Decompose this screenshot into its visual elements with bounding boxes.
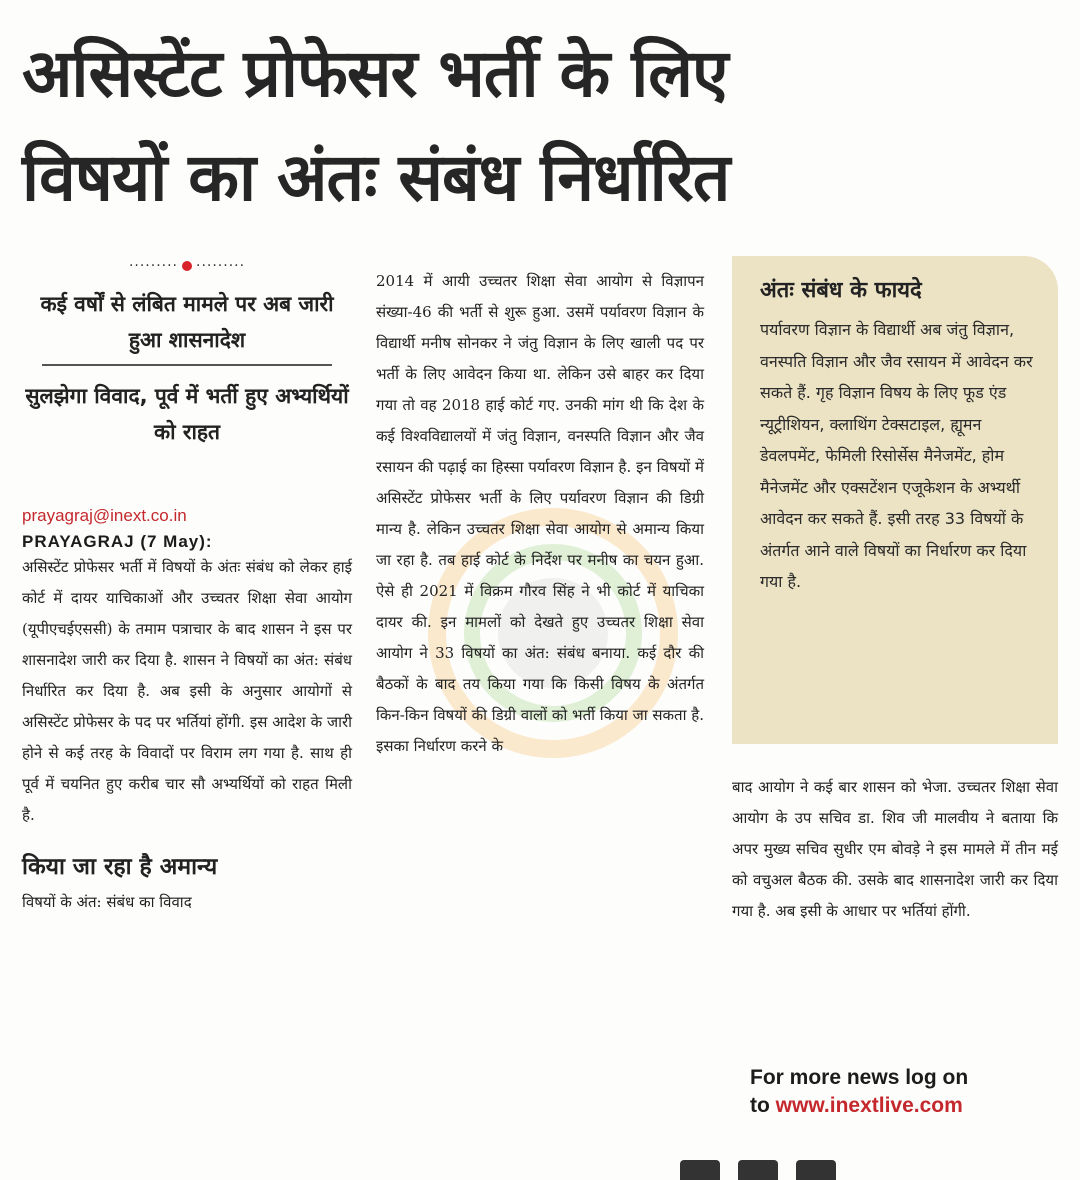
dateline: PRAYAGRAJ (7 May):	[22, 532, 213, 551]
byline-email[interactable]: prayagraj@inext.co.in	[22, 506, 187, 525]
headline-line-2: विषयों का अंतः संबंध निर्धारित	[22, 139, 730, 216]
benefits-box-body: पर्यावरण विज्ञान के विद्यार्थी अब जंतु विज्ञान, वनस्पति विज्ञान और जैव रसायन में आवेदन कर सकते हैं. गृह विज्ञान विषय के लिए फूड एंड न्यूट्रीशियन, क्लाथिंग टेक्सटाइल, ह्यूमन डेवलपमेंट, फेमिली रिसोर्सेस मैनेजमेंट, होम मैनेजमेंट और एक्सटेंशन एजूकेशन के अभ्यर्थी आवेदन कर सकते हैं. इसी तरह 33 विषयों के अंतर्गत आने वाले विषयों का निर्धारण कर दिया गया है.	[760, 320, 1033, 591]
subheading-first: कई वर्षों से लंबित मामले पर अब जारी हुआ शासनादेश	[40, 292, 334, 352]
promo-footer	[750, 1064, 1050, 1120]
promo-url-link[interactable]: www.inextlive.com	[775, 1094, 963, 1117]
headline-line-1: असिस्टेंट प्रोफेसर भर्ती के लिए	[22, 35, 728, 112]
subheading-divider	[42, 364, 332, 366]
red-dot-icon	[182, 261, 192, 271]
inline-subheading: किया जा रहा है अमान्य	[22, 854, 218, 880]
headline	[22, 22, 1062, 230]
column-2-body: 2014 में आयी उच्चतर शिक्षा सेवा आयोग से विज्ञापन संख्या-46 की भर्ती से शुरू हुआ. उसमें पर्यावरण विज्ञान के विद्यार्थी मनीष सोनकर ने जंतु विज्ञान के लिए खाली पद पर भर्ती के लिए आवेदन किया था. लेकिन उसे बाहर कर दिया गया तो वह 2018 हाई कोर्ट गए. उनकी मांग थी कि देश के कई विश्वविद्यालयों में जंतु विज्ञान, वनस्पति विज्ञान और जैव रसायन की पढ़ाई का हिस्सा पर्यावरण विज्ञान है. इन विषयों में असिस्टेंट प्रोफेसर भर्ती के लिए पर्यावरण विज्ञान की डिग्री मान्य है. लेकिन उच्चतर शिक्षा सेवा आयोग से अमान्य किया जा रहा है. तब हाई कोर्ट के निर्देश पर मनीष का चयन हुआ. ऐसे ही 2021 में विक्रम गौरव सिंह ने भी कोर्ट में याचिका दायर की. इन मामलों को देखते हुए उच्चतर शिक्षा सेवा आयोग ने 33 विषयों का अंत: संबंध बनाया. कई दौर की बैठकों के बाद तय किया गया कि किसी विषय के अंतर्गत किन-किन विषयों की डिग्री वालों को भर्ती किया जा सकता है. इसका निर्धारण करने के	[376, 272, 704, 755]
promo-line-1: For more news log on	[750, 1066, 969, 1089]
column-1-tail: विषयों के अंत: संबंध का विवाद	[22, 893, 192, 911]
promo-line-2	[750, 1092, 1050, 1120]
decorative-dot-divider: ········· ·········	[128, 258, 246, 274]
benefits-box	[732, 256, 1058, 744]
subheading-second: सुलझेगा विवाद, पूर्व में भर्ती हुए अभ्यर्थियों को राहत	[25, 384, 349, 444]
benefits-box-title: अंतः संबंध के फायदे	[760, 278, 922, 303]
promo-prefix: to	[750, 1094, 770, 1117]
column-1-body: असिस्टेंट प्रोफेसर भर्ती में विषयों के अंतः संबंध को लेकर हाई कोर्ट में दायर याचिकाओं और उच्चतर शिक्षा सेवा आयोग (यूपीएचईएससी) के तमाम पत्राचार के बाद शासन ने इस पर शासनादेश जारी कर दिया है. शासन ने विषयों का अंत: संबंध निर्धारित कर दिया है. अब इसी के अनुसार आयोगों से असिस्टेंट प्रोफेसर के पद पर भर्तियां होंगी. इस आदेश के जारी होने से कई तरह के विवादों पर विराम लग गया है. साथ ही पूर्व में चयनित हुए करीब चार सौ अभ्यर्थियों को राहत मिली है.	[22, 558, 352, 824]
column-3-body: बाद आयोग ने कई बार शासन को भेजा. उच्चतर शिक्षा सेवा आयोग के उप सचिव डा. शिव जी मालवीय ने बताया कि अपर मुख्य सचिव सुधीर एम बोवड़े ने इस मामले में तीन मई को वचुअल बैठक की. उसके बाद शासनादेश जारी कर दिया गया है. अब इसी के आधार पर भर्तियां होंगी.	[732, 778, 1058, 920]
column-3	[732, 772, 1058, 927]
next-article-cutoff	[680, 1160, 940, 1180]
column-2	[376, 266, 704, 762]
column-1	[22, 258, 352, 918]
